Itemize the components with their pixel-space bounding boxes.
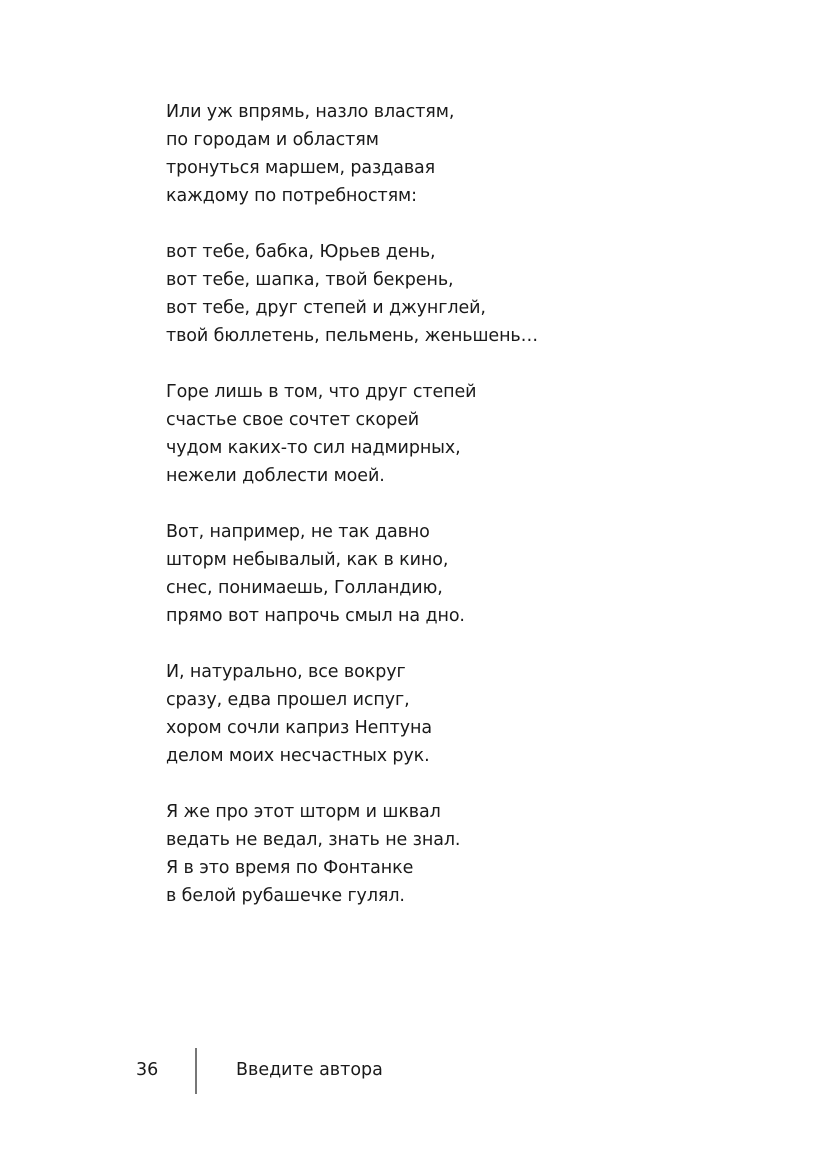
poem-line: счастье свое сочтет скорей <box>166 410 420 430</box>
author-name: Введите автора <box>236 1060 383 1080</box>
footer-divider <box>195 1048 197 1094</box>
poem-line: Я в это время по Фонтанке <box>166 858 414 878</box>
poem-line: Или уж впрямь, назло властям, <box>166 102 455 122</box>
page-number: 36 <box>136 1060 159 1080</box>
poem-line: сразу, едва прошел испуг, <box>166 690 410 710</box>
poem-line: шторм небывалый, как в кино, <box>166 550 449 570</box>
poem-line: ведать не ведал, знать не знал. <box>166 830 461 850</box>
poem-line: снес, понимаешь, Голландию, <box>166 578 443 598</box>
stanza-2 <box>166 238 726 350</box>
stanza-1 <box>166 98 726 210</box>
poem-line: по городам и областям <box>166 130 379 150</box>
poem-line: каждому по потребностям: <box>166 186 417 206</box>
poem-line: вот тебе, бабка, Юрьев день, <box>166 242 436 262</box>
poem-line: нежели доблести моей. <box>166 466 385 486</box>
poem-line: хором сочли каприз Нептуна <box>166 718 433 738</box>
poem-line: твой бюллетень, пельмень, женьшень… <box>166 326 539 346</box>
poem-line: в белой рубашечке гулял. <box>166 886 405 906</box>
stanza-4 <box>166 518 726 630</box>
poem-line: И, натурально, все вокруг <box>166 662 406 682</box>
poem-line: вот тебе, друг степей и джунглей, <box>166 298 486 318</box>
stanza-3 <box>166 378 726 490</box>
poem-line: Горе лишь в том, что друг степей <box>166 382 477 402</box>
poem-line: вот тебе, шапка, твой бекрень, <box>166 270 454 290</box>
poem-line: Я же про этот шторм и шквал <box>166 802 441 822</box>
poem-line: делом моих несчастных рук. <box>166 746 430 766</box>
stanza-5 <box>166 658 726 770</box>
poem-line: прямо вот напрочь смыл на дно. <box>166 606 465 626</box>
poem-line: тронуться маршем, раздавая <box>166 158 436 178</box>
stanza-6 <box>166 798 726 910</box>
poem-line: чудом каких-то сил надмирных, <box>166 438 461 458</box>
page-footer <box>0 1046 823 1096</box>
poem-body <box>166 98 726 938</box>
poem-line: Вот, например, не так давно <box>166 522 430 542</box>
